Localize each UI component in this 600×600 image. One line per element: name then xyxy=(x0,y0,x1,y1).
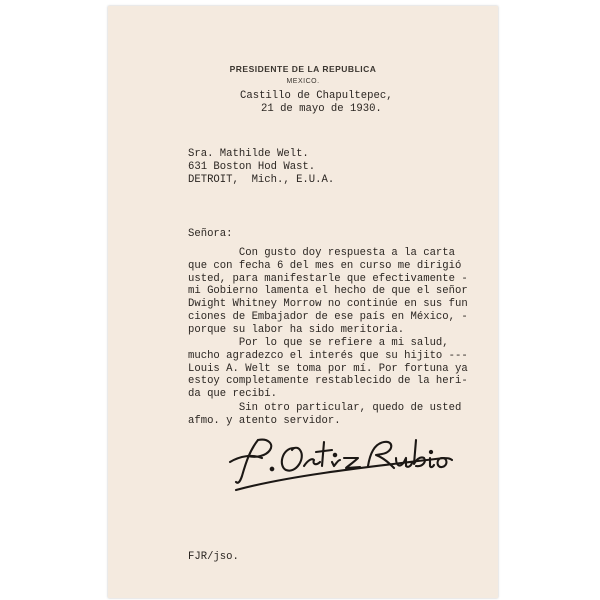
letterhead-subtitle: MEXICO. xyxy=(286,78,320,85)
paragraph-line: que con fecha 6 del mes en curso me dirigió xyxy=(188,259,462,272)
body-paragraph-2 xyxy=(188,337,468,401)
paragraph-line: ciones de Embajador de ese país en México, - xyxy=(188,310,468,323)
closing-line-1: Sin otro particular, quedo de usted xyxy=(188,402,462,414)
closing-line-2: afmo. y atento servidor. xyxy=(188,415,341,427)
letterhead-title: PRESIDENTE DE LA REPUBLICA xyxy=(229,64,377,74)
addressee-street: 631 Boston Hod Wast. xyxy=(188,161,316,173)
paragraph-line: mucho agradezco el interés que su hijito --- xyxy=(188,349,468,362)
paragraph-line: mi Gobierno lamenta el hecho de que el señor xyxy=(188,285,468,298)
paragraph-line: da que recibí. xyxy=(188,388,278,401)
paragraph-line: usted, para manifestarle que efectivamente - xyxy=(188,272,468,285)
handwritten-signature xyxy=(228,436,453,500)
paragraph-line: Dwight Whitney Morrow no continúe en sus fun xyxy=(188,298,468,311)
addressee-city: DETROIT, Mich., E.U.A. xyxy=(188,174,335,186)
date-line: 21 de mayo de 1930. xyxy=(261,103,382,115)
body-paragraph-1 xyxy=(188,247,468,337)
typist-initials: FJR/jso. xyxy=(188,551,239,563)
paragraph-line: Por lo que se refiere a mi salud, xyxy=(188,337,449,349)
paragraph-line: Con gusto doy respuesta a la carta xyxy=(188,247,456,259)
paragraph-line: Louis A. Welt se toma por mí. Por fortuna ya xyxy=(188,362,468,375)
addressee-name: Sra. Mathilde Welt. xyxy=(188,148,309,160)
letter-paper xyxy=(108,6,498,598)
paragraph-line: porque su labor ha sido meritoria. xyxy=(188,323,405,336)
salutation: Señora: xyxy=(188,228,233,240)
paragraph-line: estoy completamente restablecido de la heri- xyxy=(188,375,468,388)
place-line: Castillo de Chapultepec, xyxy=(240,90,393,102)
